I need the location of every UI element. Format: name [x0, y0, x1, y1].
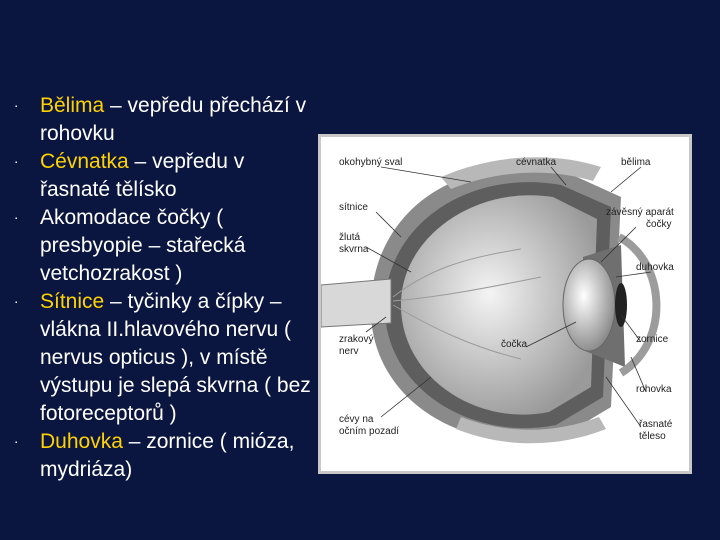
- desc-duhovka: – zornice ( mióza, mydriáza): [40, 430, 295, 481]
- label-sitnice: sítnice: [339, 202, 368, 213]
- desc-belima: – vepředu přechází v rohovku: [40, 94, 307, 145]
- label-duhovka: duhovka: [636, 262, 674, 273]
- label-zrakovy-nerv-2: nerv: [339, 346, 359, 357]
- bullet-dot-icon: ⋅: [14, 98, 19, 114]
- term-belima: Bělima: [40, 94, 105, 117]
- bullet-dot-icon: ⋅: [14, 434, 19, 450]
- label-cocka: čočka: [501, 339, 528, 350]
- label-zluta-skvrna: žlutá: [339, 232, 361, 243]
- desc-cevnatka: – vepředu v řasnaté tělísko: [40, 150, 245, 201]
- bullet-dot-icon: ⋅: [14, 154, 19, 170]
- term-sitnice: Sítnice: [40, 290, 105, 313]
- label-cevy: cévy na: [339, 414, 374, 425]
- term-duhovka: Duhovka: [40, 430, 123, 453]
- lens-shape: [563, 259, 615, 351]
- label-zornice: zornice: [636, 334, 669, 345]
- bullet-akomodace: [10, 204, 315, 288]
- label-zavesny-aparat-2: čočky: [646, 219, 672, 230]
- label-zavesny-aparat: závěsný aparát: [606, 207, 674, 218]
- eye-diagram: [318, 134, 692, 474]
- bullet-dot-icon: ⋅: [14, 294, 19, 310]
- bullet-duhovka: [10, 428, 315, 484]
- bullet-list: [10, 92, 315, 484]
- term-cevnatka: Cévnatka: [40, 150, 129, 173]
- desc-sitnice: – tyčinky a čípky – vlákna II.hlavového nervu ( nervus opticus ), v místě výstupu je slepá skvrna ( bez fotoreceptorů ): [40, 290, 311, 425]
- label-zluta-skvrna-2: skvrna: [339, 244, 369, 255]
- label-zrakovy-nerv: zrakový: [339, 334, 374, 345]
- label-rasnate-2: těleso: [639, 431, 666, 442]
- eye-cross-section: [321, 137, 689, 471]
- label-rasnate: řasnaté: [639, 419, 673, 430]
- label-okohybny-sval: okohybný sval: [339, 157, 403, 168]
- label-cevnatka: cévnatka: [516, 157, 557, 168]
- bullet-sitnice: [10, 288, 315, 428]
- optic-nerve-shape: [321, 279, 391, 327]
- label-rohovka: rohovka: [636, 384, 672, 395]
- label-belima: bělima: [621, 157, 651, 168]
- bullet-cevnatka: [10, 148, 315, 204]
- desc-akomodace: Akomodace čočky ( presbyopie – stařecká vetchozrakost ): [40, 206, 246, 285]
- label-cevy-2: očním pozadí: [339, 426, 400, 437]
- bullet-belima: [10, 92, 315, 148]
- bullet-dot-icon: ⋅: [14, 210, 19, 226]
